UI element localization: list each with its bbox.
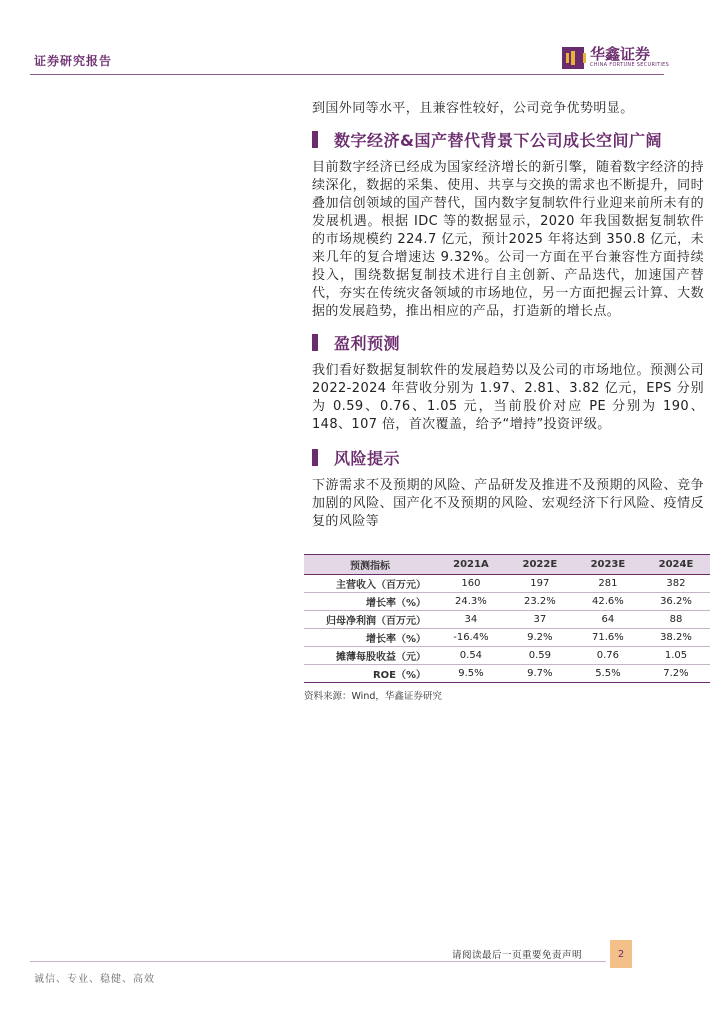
row-label: ROE（%）	[304, 665, 436, 683]
table-cell: 281	[574, 575, 642, 593]
row-label: 摊薄每股收益（元）	[304, 647, 436, 665]
main-content	[312, 100, 704, 531]
table-cell: 1.05	[642, 647, 710, 665]
table-cell: 64	[574, 611, 642, 629]
table-cell: 34	[436, 611, 506, 629]
section-title: 风险提示	[334, 449, 401, 468]
table-row	[304, 647, 710, 665]
table-row	[304, 629, 710, 647]
table-cell: 9.2%	[506, 629, 574, 647]
table-cell: 71.6%	[574, 629, 642, 647]
table-cell: 0.59	[506, 647, 574, 665]
table-cell: 36.2%	[642, 593, 710, 611]
logo-name: 华鑫证券	[590, 45, 651, 63]
table-cell: 88	[642, 611, 710, 629]
section-marker	[312, 449, 318, 466]
table-cell: 37	[506, 611, 574, 629]
section-heading	[312, 331, 704, 354]
table-cell: 7.2%	[642, 665, 710, 683]
footer-disclaimer: 请阅读最后一页重要免责声明	[452, 950, 583, 961]
section-title: 盈利预测	[334, 334, 401, 353]
section-body: 目前数字经济已经成为国家经济增长的新引擎，随着数字经济的持续深化，数据的采集、使用、共享与交换的需求也不断提升，同时叠加信创领域的国产替代，国内数字复制软件行业迎来前所未有的发展机遇。根据 IDC 等的数据显示，2020 年我国数据复制软件的市场规模约 224.7 亿元，预计2025 年将达到 350.8 亿元，未来几年的复合增速达 9.32%。公司一方面在平台兼容性方面持续投入，围绕数据复制技术进行自主创新、产品迭代，加速国产替代，夯实在传统灾备领域的市场地位，另一方面把握云计算、大数据的发展趋势，推出相应的产品，打造新的增长点。	[312, 160, 704, 319]
footer-divider	[30, 961, 606, 962]
logo-icon	[562, 47, 584, 69]
section-title: 数字经济&国产替代背景下公司成长空间广阔	[334, 131, 662, 150]
table-source: 资料来源：Wind，华鑫证券研究	[304, 691, 442, 702]
table-row	[304, 575, 710, 593]
table-cell: 42.6%	[574, 593, 642, 611]
table-header: 2023E	[574, 555, 642, 575]
section-forecast	[312, 331, 704, 434]
table-header: 2022E	[506, 555, 574, 575]
section-risk	[312, 446, 704, 531]
table-cell: 23.2%	[506, 593, 574, 611]
table-row	[304, 593, 710, 611]
table-cell: 0.76	[574, 647, 642, 665]
table-cell: 9.7%	[506, 665, 574, 683]
intro-line: 到国外同等水平，且兼容性较好，公司竞争优势明显。	[312, 101, 634, 116]
table-cell: 24.3%	[436, 593, 506, 611]
row-label: 增长率（%）	[304, 593, 436, 611]
header-divider	[30, 74, 664, 75]
section-heading	[312, 128, 704, 151]
table-cell: 5.5%	[574, 665, 642, 683]
forecast-table	[304, 554, 710, 683]
table-header-row	[304, 555, 710, 575]
footer-slogan: 诚信、专业、稳健、高效	[34, 974, 155, 985]
section-marker	[312, 131, 318, 148]
table-header: 2021A	[436, 555, 506, 575]
table-row	[304, 665, 710, 683]
table-cell: 382	[642, 575, 710, 593]
header-title: 证券研究报告	[34, 54, 113, 68]
table-cell: 160	[436, 575, 506, 593]
row-label: 增长率（%）	[304, 629, 436, 647]
table-cell: 9.5%	[436, 665, 506, 683]
table-header: 2024E	[642, 555, 710, 575]
logo-text	[590, 46, 669, 69]
logo-subname: CHINA FORTUNE SECURITIES	[590, 62, 670, 68]
row-label: 归母净利润（百万元）	[304, 611, 436, 629]
section-heading	[312, 446, 704, 469]
table-row	[304, 611, 710, 629]
section-body: 我们看好数据复制软件的发展趋势以及公司的市场地位。预测公司 2022-2024 年营收分别为 1.97、2.81、3.82 亿元，EPS 分别为 0.59、0.76、1.05 元，当前股价对应 PE 分别为 190、148、107 倍，首次覆盖，给予“增持”投资评级。	[312, 363, 704, 432]
table-header: 预测指标	[304, 555, 436, 575]
table-cell: 38.2%	[642, 629, 710, 647]
row-label: 主营收入（百万元）	[304, 575, 436, 593]
logo	[562, 46, 669, 69]
table-cell: 0.54	[436, 647, 506, 665]
table-cell: 197	[506, 575, 574, 593]
section-growth	[312, 128, 704, 321]
section-body: 下游需求不及预期的风险、产品研发及推进不及预期的风险、竞争加剧的风险、国产化不及预期的风险、宏观经济下行风险、疫情反复的风险等	[312, 478, 704, 529]
table-cell: -16.4%	[436, 629, 506, 647]
section-marker	[312, 334, 318, 351]
page-number: 2	[610, 940, 632, 968]
